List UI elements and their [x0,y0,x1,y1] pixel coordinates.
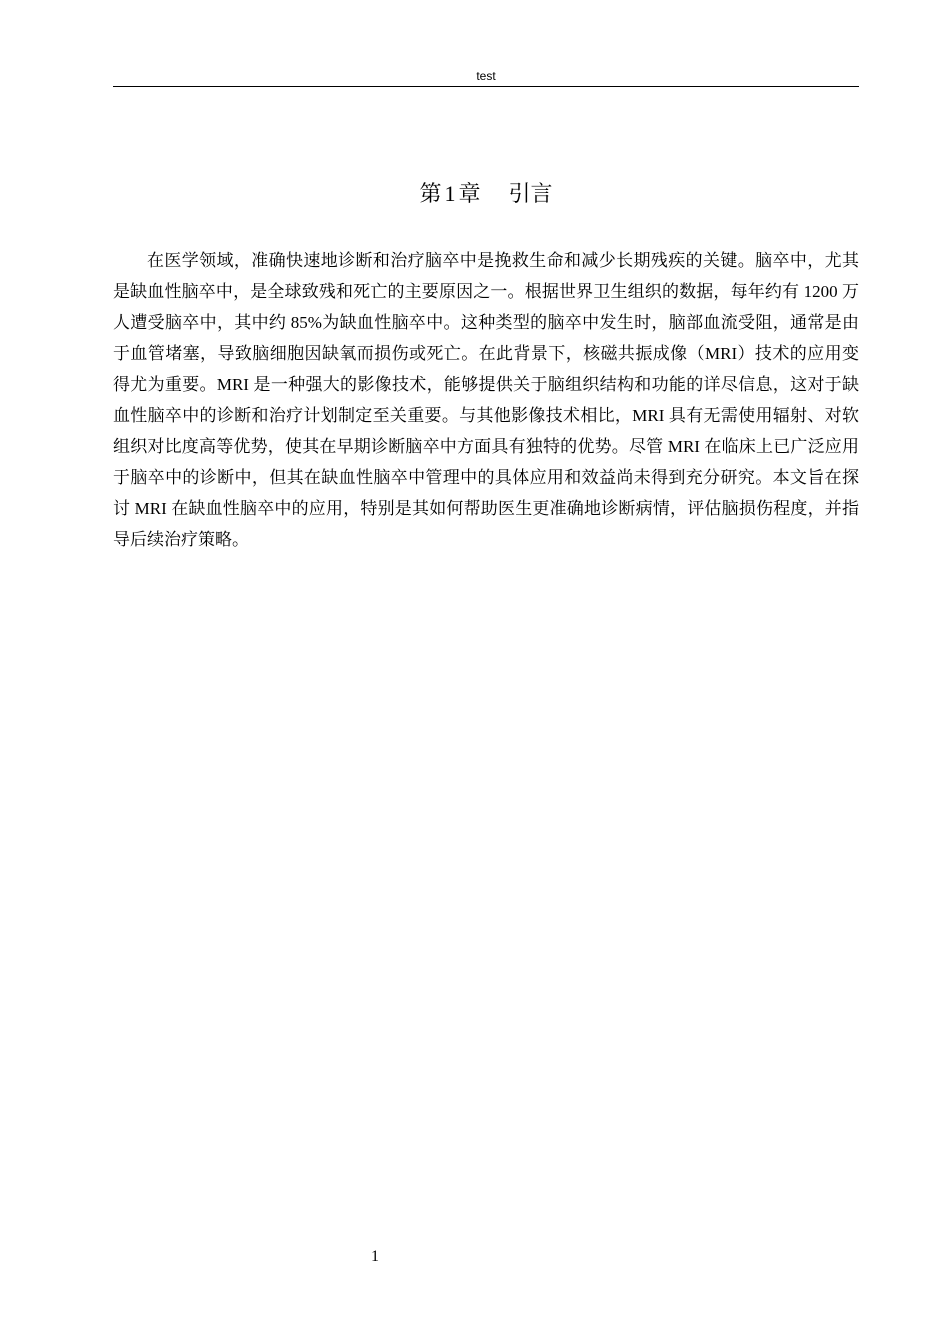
chapter-prefix: 第 [419,182,442,207]
header-rule [113,86,859,87]
chapter-heading [113,179,859,210]
body-paragraph: 在医学领域，准确快速地诊断和治疗脑卒中是挽救生命和减少长期残疾的关键。脑卒中，尤其是缺血性脑卒中，是全球致残和死亡的主要原因之一。根据世界卫生组织的数据，每年约有 1200 万人遭受脑卒中，其中约 85%为缺血性脑卒中。这种类型的脑卒中发生时，脑部血流受阻，通常是由于血管堵塞，导致脑细胞因缺氧而损伤或死亡。在此背景下，核磁共振成像（MRI）技术的应用变得尤为重要。MRI 是一种强大的影像技术，能够提供关于脑组织结构和功能的详尽信息，这对于缺血性脑卒中的诊断和治疗计划制定至关重要。与其他影像技术相比，MRI 具有无需使用辐射、对软组织对比度高等优势，使其在早期诊断脑卒中方面具有独特的优势。尽管 MRI 在临床上已广泛应用于脑卒中的诊断中，但其在缺血性脑卒中管理中的具体应用和效益尚未得到充分研究。本文旨在探讨 MRI 在缺血性脑卒中的应用，特别是其如何帮助医生更准确地诊断病情，评估脑损伤程度，并指导后续治疗策略。 [113,251,859,549]
chapter-suffix: 章 [458,182,481,207]
page-number: 1 [371,1248,379,1265]
chapter-title-text: 引言 [508,182,553,207]
running-header: test [476,69,496,83]
chapter-number: 1 [444,181,456,206]
